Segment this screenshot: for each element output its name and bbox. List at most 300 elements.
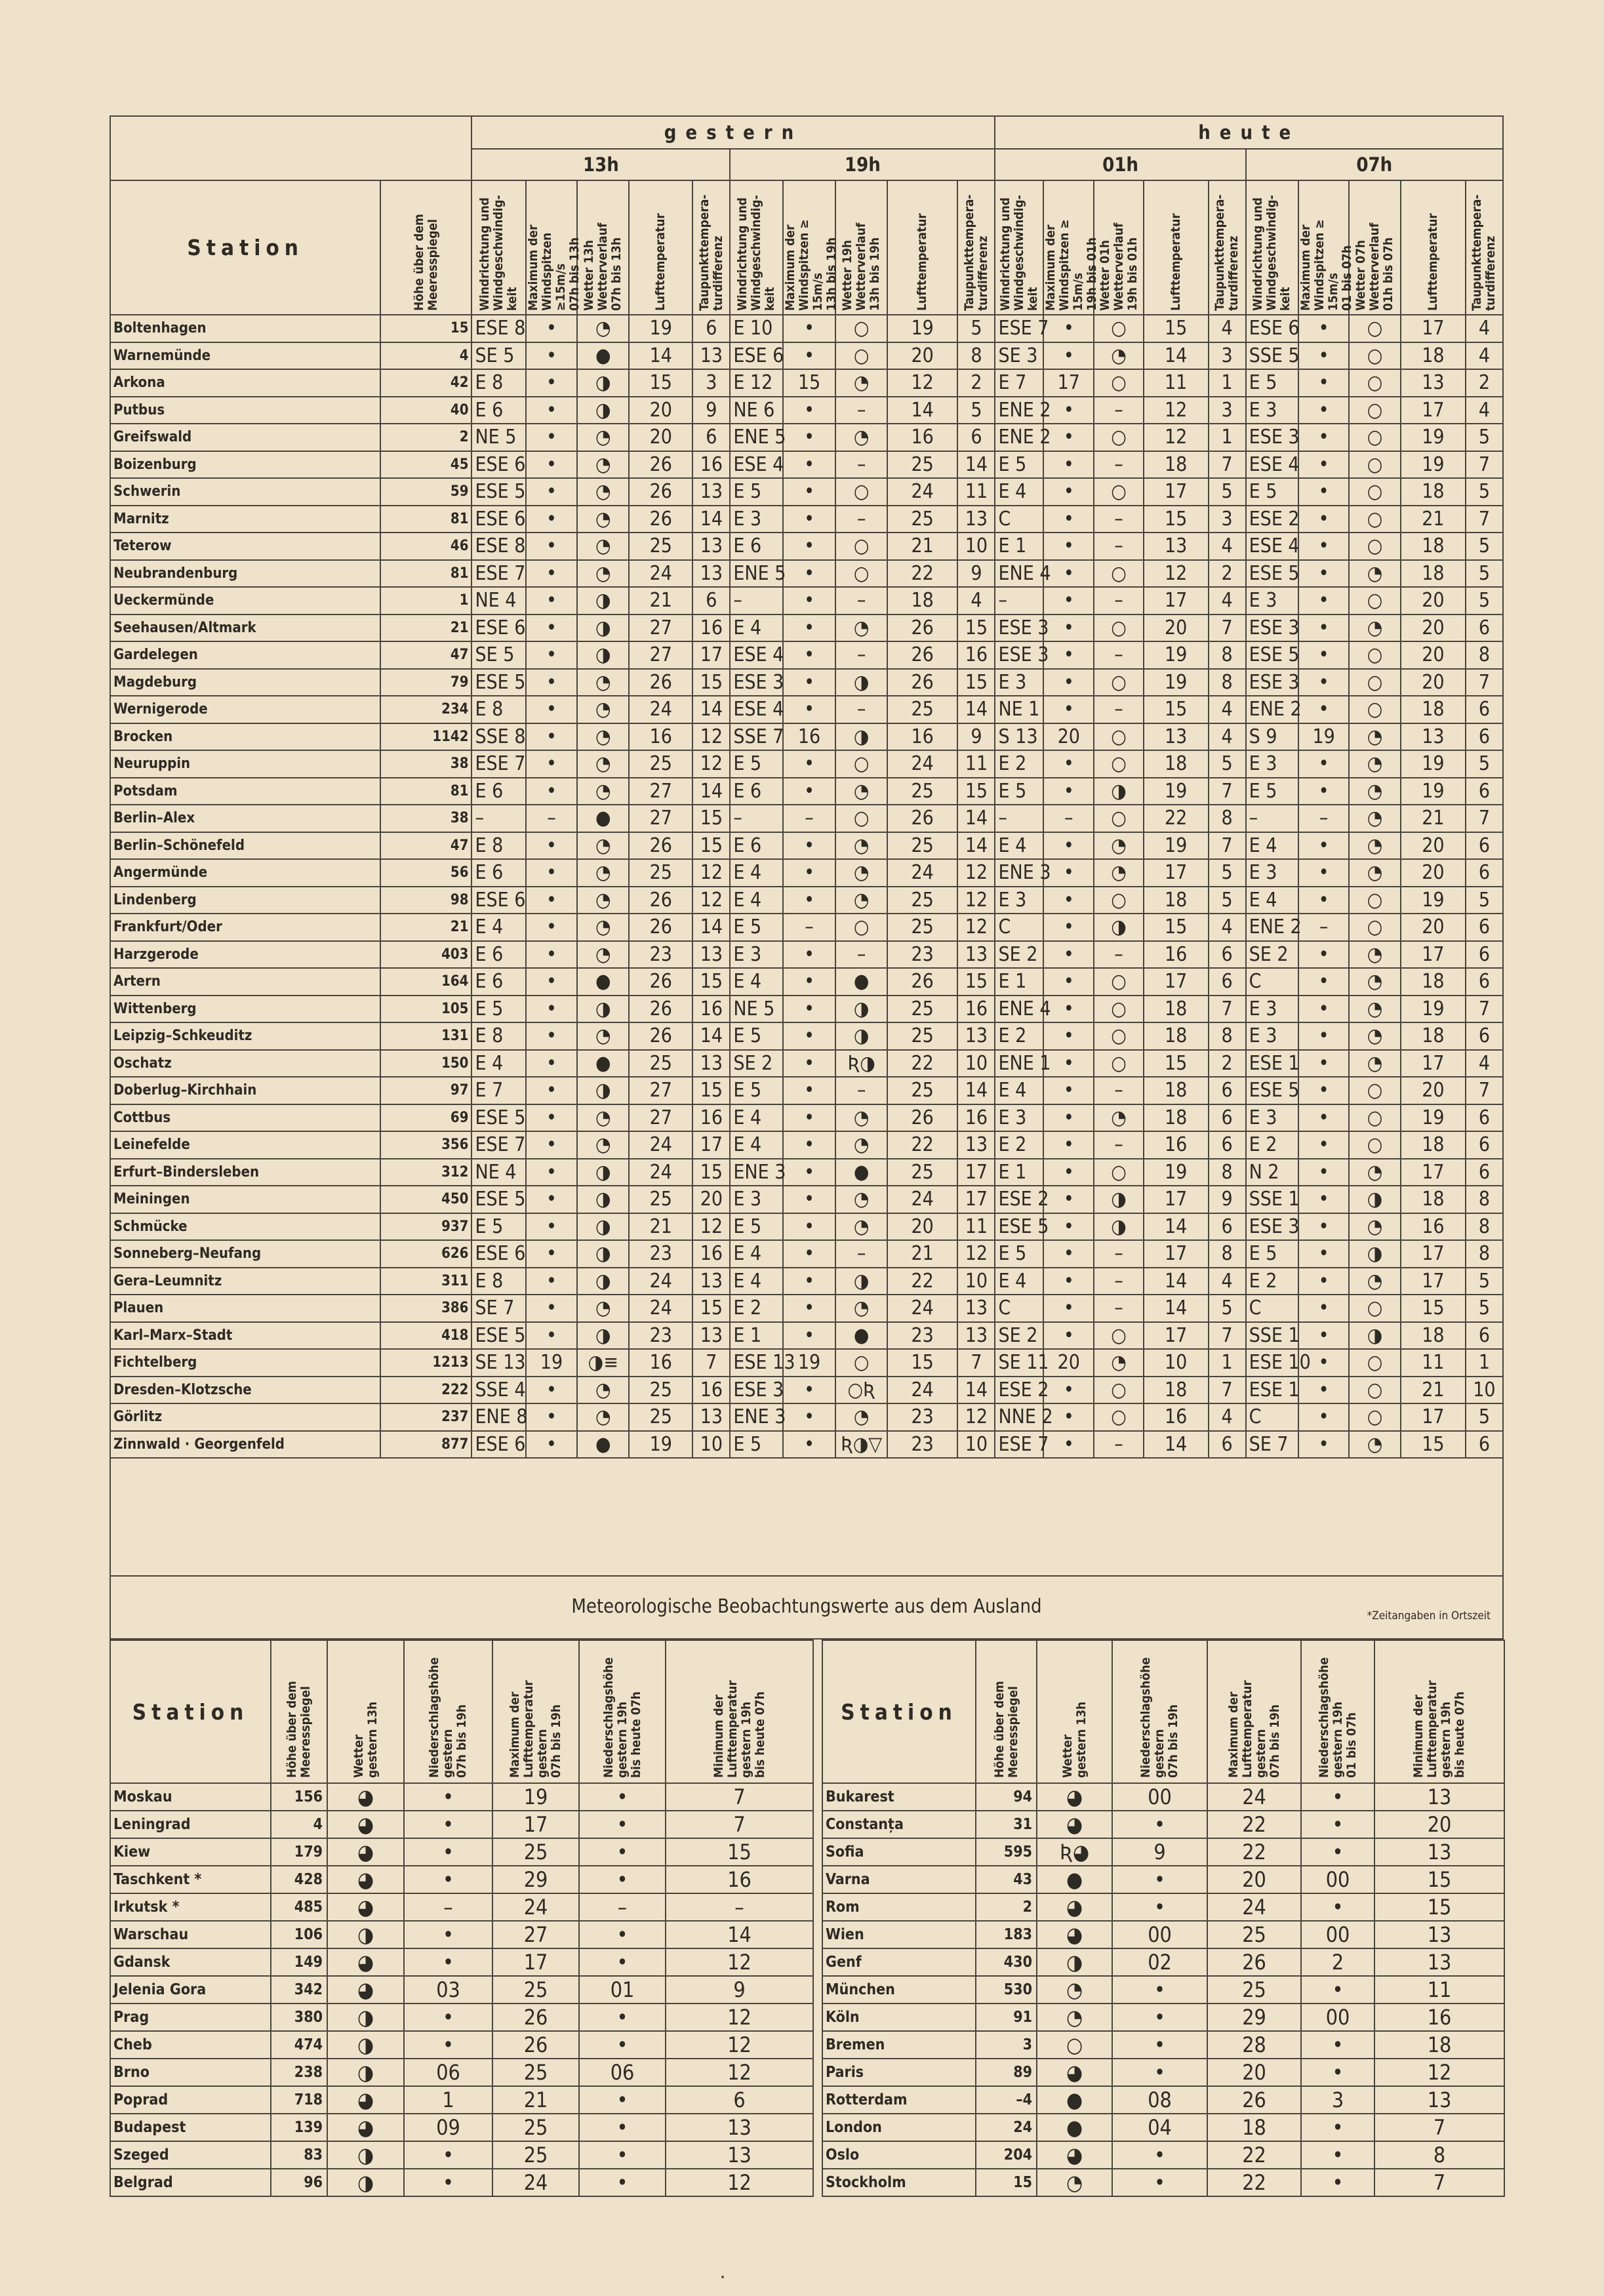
gust-13h: • xyxy=(526,778,578,805)
table-row xyxy=(110,750,1503,778)
table-row xyxy=(822,2031,1504,2059)
weather-19h: ○ xyxy=(835,750,887,778)
weather-07h: ◔ xyxy=(1349,996,1401,1023)
gust-07h: • xyxy=(1298,1268,1349,1295)
temp-13h: 19 xyxy=(629,1431,692,1459)
weather-13h: ◔ xyxy=(577,1377,629,1404)
dew-19h: 14 xyxy=(957,1377,995,1404)
weather-07h: ○ xyxy=(1349,397,1401,424)
header-weather-01h: Wetter 01h Wetterverlauf 19h bis 01h xyxy=(1094,180,1143,315)
weather-13h: ● xyxy=(577,342,629,370)
header-station: Station xyxy=(110,180,380,315)
station-height: 83 xyxy=(271,2141,327,2169)
abroad-title: Meteorologische Beobachtungswerte aus dem Ausland xyxy=(571,1595,1042,1617)
station-height: 3 xyxy=(976,2031,1037,2059)
dew-19h: 13 xyxy=(957,1295,995,1322)
gust-13h: • xyxy=(526,914,578,941)
table-row xyxy=(110,1948,813,1976)
temp-07h: 18 xyxy=(1401,478,1466,506)
weather: ◔ xyxy=(1037,1976,1112,2004)
station-height: 204 xyxy=(976,2141,1037,2169)
dew-07h: 6 xyxy=(1466,1131,1503,1159)
weather: Ʀ◕ xyxy=(1037,1838,1112,1866)
header-period-07h: 07h xyxy=(1246,149,1503,180)
weather-13h: ◔ xyxy=(577,424,629,451)
wind-01h: ESE 3 xyxy=(995,641,1043,669)
station-height: 21 xyxy=(380,614,471,642)
wind-07h: ESE 1 xyxy=(1246,1377,1298,1404)
gust-13h: – xyxy=(526,805,578,832)
weather-07h: ○ xyxy=(1349,696,1401,723)
temp-19h: 26 xyxy=(887,641,957,669)
weather-13h: ◔ xyxy=(577,1295,629,1322)
temp-07h: 18 xyxy=(1401,968,1466,996)
weather-07h: ○ xyxy=(1349,533,1401,560)
temp-13h: 20 xyxy=(629,424,692,451)
gust-19h: • xyxy=(783,1213,835,1241)
wind-19h: ESE 6 xyxy=(730,342,782,370)
dew-07h: 4 xyxy=(1466,1050,1503,1078)
gust-13h: • xyxy=(526,451,578,479)
temp-07h: 17 xyxy=(1401,1240,1466,1268)
dew-13h: 14 xyxy=(692,914,730,941)
dew-01h: 4 xyxy=(1209,533,1246,560)
dew-01h: 7 xyxy=(1209,614,1246,642)
wind-19h: E 10 xyxy=(730,315,782,342)
wind-07h: E 3 xyxy=(1246,750,1298,778)
wind-01h: – xyxy=(995,805,1043,832)
temp-13h: 23 xyxy=(629,1240,692,1268)
weather-07h: ○ xyxy=(1349,1295,1401,1322)
wind-13h: E 7 xyxy=(471,1077,525,1104)
header-dew-01h: Taupunkttempera- turdifferenz xyxy=(1209,180,1246,315)
temp-19h: 25 xyxy=(887,996,957,1023)
temp-01h: 17 xyxy=(1144,1322,1209,1350)
wind-01h: E 4 xyxy=(995,832,1043,860)
table-row xyxy=(110,723,1503,751)
precip-day: • xyxy=(1112,2141,1207,2169)
station-name: Taschkent * xyxy=(110,1866,271,1893)
precip-night: • xyxy=(1301,1783,1374,1811)
wind-01h: E 2 xyxy=(995,1022,1043,1050)
weather: ◕ xyxy=(327,1838,404,1866)
wind-19h: E 5 xyxy=(730,478,782,506)
wind-07h: C xyxy=(1246,968,1298,996)
weather-01h: – xyxy=(1094,641,1143,669)
table-row xyxy=(110,1838,813,1866)
table-row xyxy=(822,2114,1504,2141)
weather-19h: ○ xyxy=(835,560,887,588)
dew-01h: 6 xyxy=(1209,1131,1246,1159)
dew-01h: 7 xyxy=(1209,451,1246,479)
table-row xyxy=(110,996,1503,1023)
table-row xyxy=(110,342,1503,370)
station-name: Plauen xyxy=(110,1295,380,1322)
station-name: Zinnwald · Georgenfeld xyxy=(110,1431,380,1459)
gust-01h: • xyxy=(1043,451,1094,479)
wind-07h: ESE 4 xyxy=(1246,451,1298,479)
table-row xyxy=(822,1811,1504,1838)
weather-19h: ◔ xyxy=(835,614,887,642)
table-row xyxy=(110,2114,813,2141)
temp-01h: 15 xyxy=(1144,1050,1209,1078)
temp-13h: 25 xyxy=(629,859,692,887)
gust-19h: • xyxy=(783,832,835,860)
dew-13h: 12 xyxy=(692,723,730,751)
weather-13h: ◔ xyxy=(577,1403,629,1431)
temp-01h: 18 xyxy=(1144,750,1209,778)
tmax: 27 xyxy=(492,1921,579,1948)
station-name: Wien xyxy=(822,1921,976,1948)
temp-07h: 15 xyxy=(1401,1295,1466,1322)
weather: ○ xyxy=(1037,2031,1112,2059)
abroad-right-header-precip-day: Niederschlagshöhe gestern 07h bis 19h xyxy=(1112,1640,1207,1783)
weather-07h: ◔ xyxy=(1349,1213,1401,1241)
weather-19h: ● xyxy=(835,968,887,996)
wind-19h: E 5 xyxy=(730,914,782,941)
dew-13h: 7 xyxy=(692,1349,730,1377)
temp-13h: 25 xyxy=(629,1186,692,1213)
wind-07h: C xyxy=(1246,1403,1298,1431)
weather-19h: ◑ xyxy=(835,723,887,751)
temp-07h: 20 xyxy=(1401,641,1466,669)
precip-night: • xyxy=(579,1811,666,1838)
weather-07h: ◑ xyxy=(1349,1186,1401,1213)
temp-19h: 23 xyxy=(887,1403,957,1431)
precip-night: • xyxy=(579,1921,666,1948)
weather-07h: ◔ xyxy=(1349,1268,1401,1295)
weather-13h: ◔ xyxy=(577,887,629,914)
station-name: Brno xyxy=(110,2059,271,2086)
temp-07h: 18 xyxy=(1401,1022,1466,1050)
tmax: 25 xyxy=(492,2114,579,2141)
tmax: 25 xyxy=(492,2059,579,2086)
gust-19h: • xyxy=(783,533,835,560)
dew-01h: 6 xyxy=(1209,1104,1246,1132)
temp-13h: 16 xyxy=(629,1349,692,1377)
wind-07h: SE 2 xyxy=(1246,941,1298,969)
temp-01h: 10 xyxy=(1144,1349,1209,1377)
temp-07h: 20 xyxy=(1401,587,1466,614)
temp-07h: 19 xyxy=(1401,424,1466,451)
gust-07h: • xyxy=(1298,832,1349,860)
gust-13h: • xyxy=(526,1377,578,1404)
station-height: 94 xyxy=(976,1783,1037,1811)
weather-13h: ◑ xyxy=(577,1159,629,1186)
dew-07h: 6 xyxy=(1466,1104,1503,1132)
gust-01h: • xyxy=(1043,1050,1094,1078)
station-height: 150 xyxy=(380,1050,471,1078)
weather-01h: ○ xyxy=(1094,723,1143,751)
station-name: Angermünde xyxy=(110,859,380,887)
weather: ◕ xyxy=(1037,1921,1112,1948)
station-height: –4 xyxy=(976,2086,1037,2114)
station-name: Prag xyxy=(110,2004,271,2031)
weather-01h: ○ xyxy=(1094,669,1143,696)
temp-13h: 15 xyxy=(629,369,692,397)
dew-19h: 12 xyxy=(957,1240,995,1268)
station-name: Potsdam xyxy=(110,778,380,805)
gust-13h: • xyxy=(526,1131,578,1159)
header-height: Höhe über dem Meeresspiegel xyxy=(380,180,471,315)
wind-19h: E 4 xyxy=(730,887,782,914)
precip-day: 1 xyxy=(404,2086,492,2114)
temp-19h: 15 xyxy=(887,1349,957,1377)
weather-07h: ○ xyxy=(1349,369,1401,397)
gust-07h: • xyxy=(1298,1377,1349,1404)
table-row xyxy=(110,669,1503,696)
weather-13h: ◑ xyxy=(577,397,629,424)
dew-19h: 16 xyxy=(957,641,995,669)
gust-13h: • xyxy=(526,996,578,1023)
weather-07h: ◔ xyxy=(1349,859,1401,887)
wind-19h: NE 6 xyxy=(730,397,782,424)
gust-07h: • xyxy=(1298,941,1349,969)
abroad-right-header-height: Höhe über dem Meeresspiegel xyxy=(976,1640,1037,1783)
gust-07h: • xyxy=(1298,506,1349,533)
precip-day: • xyxy=(404,1783,492,1811)
weather: ◕ xyxy=(327,1948,404,1976)
temp-07h: 18 xyxy=(1401,560,1466,588)
weather-13h: ◑ xyxy=(577,1240,629,1268)
station-name: Sonneberg–Neufang xyxy=(110,1240,380,1268)
station-height: 59 xyxy=(380,478,471,506)
gust-07h: – xyxy=(1298,914,1349,941)
dew-19h: 10 xyxy=(957,1050,995,1078)
gust-13h: • xyxy=(526,887,578,914)
dew-19h: 11 xyxy=(957,478,995,506)
table-row xyxy=(110,1377,1503,1404)
weather: ◕ xyxy=(1037,1893,1112,1921)
gust-07h: • xyxy=(1298,1186,1349,1213)
temp-01h: 12 xyxy=(1144,397,1209,424)
weather-19h: ◔ xyxy=(835,369,887,397)
wind-19h: E 5 xyxy=(730,1213,782,1241)
weather-01h: ○ xyxy=(1094,1377,1143,1404)
weather-01h: – xyxy=(1094,1077,1143,1104)
weather-07h: ○ xyxy=(1349,451,1401,479)
gust-07h: 19 xyxy=(1298,723,1349,751)
wind-01h: ENE 4 xyxy=(995,996,1043,1023)
dew-07h: 7 xyxy=(1466,805,1503,832)
tmax: 24 xyxy=(492,2169,579,2196)
wind-13h: E 6 xyxy=(471,397,525,424)
station-name: Berlin–Schönefeld xyxy=(110,832,380,860)
dew-13h: 6 xyxy=(692,424,730,451)
wind-19h: ESE 13 xyxy=(730,1349,782,1377)
precip-night: 00 xyxy=(1301,1921,1374,1948)
dew-13h: 16 xyxy=(692,1377,730,1404)
dew-19h: 11 xyxy=(957,750,995,778)
precip-day: 02 xyxy=(1112,1948,1207,1976)
temp-19h: 21 xyxy=(887,1240,957,1268)
table-row xyxy=(110,533,1503,560)
table-row xyxy=(110,2031,813,2059)
wind-13h: ESE 6 xyxy=(471,506,525,533)
page-mark xyxy=(721,2276,724,2278)
dew-13h: 14 xyxy=(692,1022,730,1050)
precip-night: 00 xyxy=(1301,1866,1374,1893)
gust-01h: • xyxy=(1043,342,1094,370)
precip-day: 00 xyxy=(1112,1921,1207,1948)
temp-07h: 17 xyxy=(1401,1050,1466,1078)
temp-01h: 14 xyxy=(1144,1431,1209,1459)
gust-01h: • xyxy=(1043,1159,1094,1186)
gust-07h: • xyxy=(1298,1322,1349,1350)
wind-19h: ENE 3 xyxy=(730,1403,782,1431)
station-height: 222 xyxy=(380,1377,471,1404)
temp-01h: 19 xyxy=(1144,778,1209,805)
wind-07h: SSE 1 xyxy=(1246,1322,1298,1350)
wind-07h: ESE 5 xyxy=(1246,641,1298,669)
dew-01h: 4 xyxy=(1209,587,1246,614)
station-height: 428 xyxy=(271,1866,327,1893)
wind-01h: S 13 xyxy=(995,723,1043,751)
temp-01h: 18 xyxy=(1144,996,1209,1023)
precip-night: • xyxy=(579,1783,666,1811)
table-row xyxy=(110,2086,813,2114)
header-dew-19h: Taupunkttempera- turdifferenz xyxy=(957,180,995,315)
dew-01h: 2 xyxy=(1209,1050,1246,1078)
wind-13h: ESE 5 xyxy=(471,1104,525,1132)
temp-07h: 20 xyxy=(1401,832,1466,860)
dew-01h: 4 xyxy=(1209,1268,1246,1295)
wind-01h: – xyxy=(995,587,1043,614)
wind-13h: SE 5 xyxy=(471,641,525,669)
dew-19h: 5 xyxy=(957,315,995,342)
abroad-left-header-station: Station xyxy=(110,1640,271,1783)
temp-07h: 19 xyxy=(1401,996,1466,1023)
tmax: 20 xyxy=(1207,1866,1301,1893)
table-row xyxy=(110,1349,1503,1377)
weather-19h: – xyxy=(835,1077,887,1104)
temp-13h: 25 xyxy=(629,533,692,560)
gust-13h: • xyxy=(526,1431,578,1459)
station-height: 38 xyxy=(380,805,471,832)
temp-19h: 16 xyxy=(887,424,957,451)
precip-day: • xyxy=(404,1811,492,1838)
wind-07h: E 3 xyxy=(1246,1022,1298,1050)
dew-19h: 17 xyxy=(957,1186,995,1213)
station-height: 42 xyxy=(380,369,471,397)
tmin: 18 xyxy=(1374,2031,1504,2059)
dew-01h: 1 xyxy=(1209,1349,1246,1377)
station-name: Leipzig–Schkeuditz xyxy=(110,1022,380,1050)
temp-07h: 18 xyxy=(1401,342,1466,370)
dew-07h: 5 xyxy=(1466,560,1503,588)
station-name: Gdansk xyxy=(110,1948,271,1976)
station-height: 474 xyxy=(271,2031,327,2059)
tmin: 12 xyxy=(666,2059,813,2086)
weather-07h: ○ xyxy=(1349,424,1401,451)
dew-19h: 13 xyxy=(957,941,995,969)
station-name: Genf xyxy=(822,1948,976,1976)
dew-07h: 5 xyxy=(1466,424,1503,451)
tmin: 9 xyxy=(666,1976,813,2004)
temp-01h: 17 xyxy=(1144,478,1209,506)
table-row xyxy=(110,1893,813,1921)
weather-19h: – xyxy=(835,641,887,669)
gust-19h: • xyxy=(783,750,835,778)
gust-13h: • xyxy=(526,669,578,696)
station-height: 149 xyxy=(271,1948,327,1976)
weather-07h: ◔ xyxy=(1349,750,1401,778)
temp-01h: 15 xyxy=(1144,696,1209,723)
station-height: 595 xyxy=(976,1838,1037,1866)
precip-day: 06 xyxy=(404,2059,492,2086)
temp-19h: 23 xyxy=(887,1431,957,1459)
station-name: Schwerin xyxy=(110,478,380,506)
gust-07h: • xyxy=(1298,968,1349,996)
weather: ● xyxy=(1037,1866,1112,1893)
tmax: 19 xyxy=(492,1783,579,1811)
wind-19h: – xyxy=(730,587,782,614)
precip-day: • xyxy=(1112,2004,1207,2031)
station-name: Rom xyxy=(822,1893,976,1921)
tmin: 13 xyxy=(1374,1921,1504,1948)
dew-07h: 5 xyxy=(1466,750,1503,778)
gust-07h: • xyxy=(1298,1295,1349,1322)
table-row xyxy=(110,914,1503,941)
station-height: 937 xyxy=(380,1213,471,1241)
gust-19h: • xyxy=(783,887,835,914)
weather-07h: ○ xyxy=(1349,1377,1401,1404)
dew-19h: 13 xyxy=(957,1322,995,1350)
temp-19h: 18 xyxy=(887,587,957,614)
temp-13h: 19 xyxy=(629,315,692,342)
gust-13h: • xyxy=(526,832,578,860)
dew-07h: 6 xyxy=(1466,941,1503,969)
temp-19h: 25 xyxy=(887,1077,957,1104)
table-row xyxy=(110,1131,1503,1159)
dew-13h: 13 xyxy=(692,1403,730,1431)
dew-13h: 16 xyxy=(692,451,730,479)
station-name: Doberlug–Kirchhain xyxy=(110,1077,380,1104)
gust-19h: • xyxy=(783,1186,835,1213)
tmin: 11 xyxy=(1374,1976,1504,2004)
dew-01h: 5 xyxy=(1209,859,1246,887)
dew-01h: 3 xyxy=(1209,397,1246,424)
wind-19h: E 5 xyxy=(730,750,782,778)
station-height: 2 xyxy=(380,424,471,451)
wind-19h: ENE 5 xyxy=(730,560,782,588)
gust-01h: • xyxy=(1043,914,1094,941)
temp-13h: 26 xyxy=(629,996,692,1023)
station-height: 139 xyxy=(271,2114,327,2141)
dew-13h: 3 xyxy=(692,369,730,397)
weather-13h: ◑ xyxy=(577,614,629,642)
wind-01h: E 4 xyxy=(995,1077,1043,1104)
dew-07h: 5 xyxy=(1466,887,1503,914)
gust-19h: • xyxy=(783,1268,835,1295)
temp-13h: 26 xyxy=(629,669,692,696)
wind-07h: SE 7 xyxy=(1246,1431,1298,1459)
temp-13h: 14 xyxy=(629,342,692,370)
weather-13h: ◔ xyxy=(577,723,629,751)
temp-01h: 16 xyxy=(1144,1403,1209,1431)
weather-13h: ◔ xyxy=(577,533,629,560)
weather-07h: ○ xyxy=(1349,669,1401,696)
station-height: 91 xyxy=(976,2004,1037,2031)
dew-07h: 8 xyxy=(1466,1240,1503,1268)
gust-01h: • xyxy=(1043,1186,1094,1213)
temp-07h: 20 xyxy=(1401,914,1466,941)
wind-07h: ENE 2 xyxy=(1246,696,1298,723)
temp-13h: 26 xyxy=(629,887,692,914)
weather-13h: ◑ xyxy=(577,996,629,1023)
gust-07h: • xyxy=(1298,1131,1349,1159)
station-name: Greifswald xyxy=(110,424,380,451)
